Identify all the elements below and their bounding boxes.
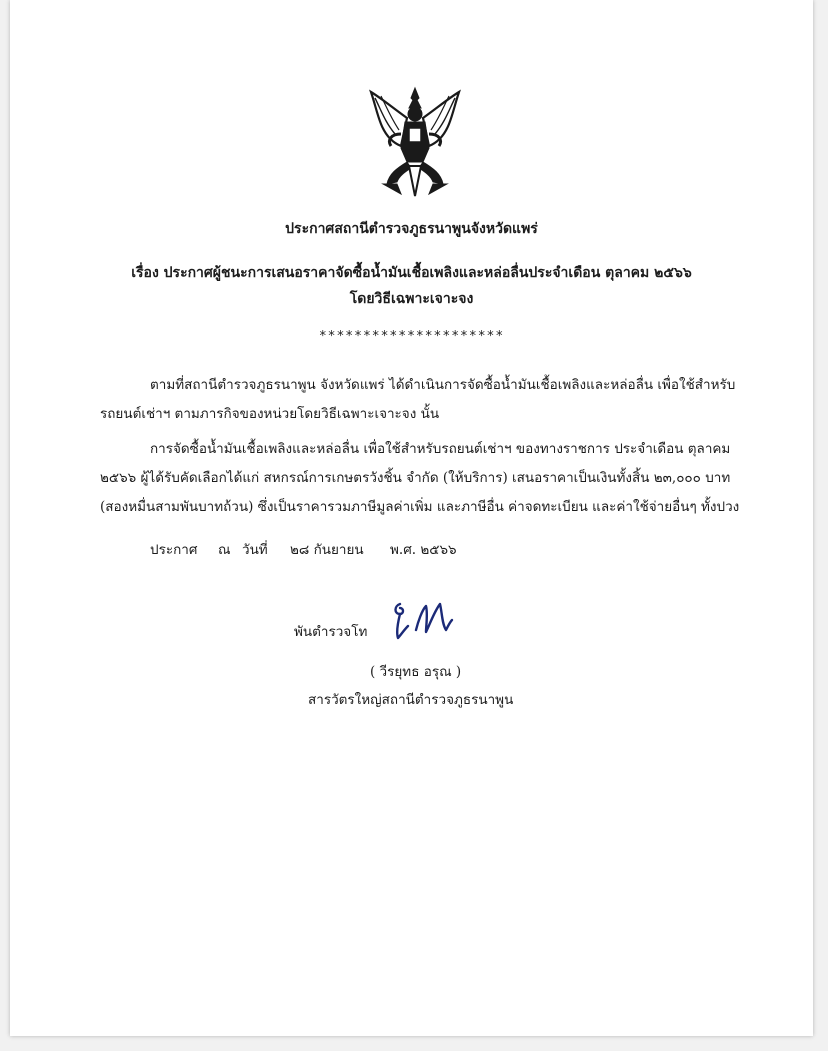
paragraph-2-line-3: (สองหมื่นสามพันบาทถ้วน) ซึ่งเป็นราคารวมภาษีมูลค่าเพิ่ม และภาษีอื่น ค่าจดทะเบียน และค่าใช้จ่ายอื่นๆ ทั้งปวง [100,499,740,515]
date-value: ๒๘ กันยายน [290,542,364,558]
paragraph-1-line-1: ตามที่สถานีตำรวจภูธรนาพูน จังหวัดแพร่ ได้ดำเนินการจัดซื้อน้ำมันเชื้อเพลิงและหล่อลื่น เพื่อใช้สำหรับ [150,377,736,393]
handwritten-signature [390,596,460,646]
announcement-title: ประกาศสถานีตำรวจภูธรนาพูนจังหวัดแพร่ [285,221,538,237]
document-page [10,0,813,1036]
signer-position: สารวัตรใหญ่สถานีตำรวจภูธรนาพูน [308,692,514,708]
signer-name: ( วีรยุทธ อรุณ ) [370,664,462,680]
date-label: วันที่ [242,542,268,558]
subject-line-1: เรื่อง ประกาศผู้ชนะการเสนอราคาจัดซื้อน้ำมันเชื้อเพลิงและหล่อลื่นประจำเดือน ตุลาคม ๒๕๖๖ [131,265,692,281]
subject-line-2: โดยวิธีเฉพาะเจาะจง [349,291,474,307]
garuda-emblem-icon [367,84,463,202]
year-value: พ.ศ. ๒๕๖๖ [390,542,457,558]
signer-rank: พันตำรวจโท [294,624,368,640]
at-word: ณ [218,542,231,558]
paragraph-1-line-2: รถยนต์เช่าฯ ตามภารกิจของหน่วยโดยวิธีเฉพาะเจาะจง นั้น [100,406,440,422]
announce-word: ประกาศ [150,542,198,558]
paragraph-2-line-2: ๒๕๖๖ ผู้ได้รับคัดเลือกได้แก่ สหกรณ์การเกษตรวังชิ้น จำกัด (ให้บริการ) เสนอราคาเป็นเงินทั้งสิ้น ๒๓,๐๐๐ บาท [100,470,731,486]
separator-stars: ********************* [318,329,505,344]
paragraph-2-line-1: การจัดซื้อน้ำมันเชื้อเพลิงและหล่อลื่น เพื่อใช้สำหรับรถยนต์เช่าฯ ของทางราชการ ประจำเดือน ตุลาคม [150,441,731,457]
